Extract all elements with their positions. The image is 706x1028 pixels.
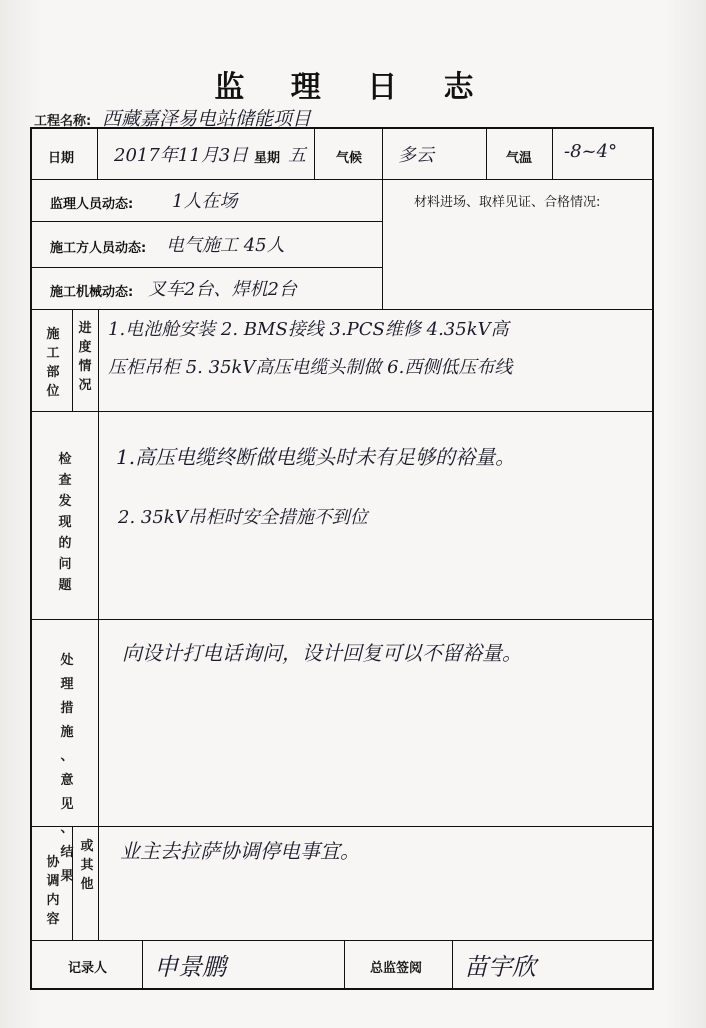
date-label: 日期 xyxy=(48,151,75,166)
rule xyxy=(32,940,652,941)
temperature-value: -8~4° xyxy=(564,141,618,162)
issues-line-2: 2. 35kV吊柜时安全措施不到位 xyxy=(118,507,368,528)
weather-label: 气候 xyxy=(336,151,363,166)
progress-line-1: 1.电池舱安装 2. BMS接线 3.PCS维修 4.35kV高 xyxy=(108,319,509,340)
rule xyxy=(314,129,315,179)
coordination-label: 协 调 内 容 xyxy=(46,855,60,927)
rule xyxy=(32,221,382,222)
materials-label: 材料进场、取样见证、合格情况: xyxy=(414,195,601,210)
weekday-value: 五 xyxy=(288,145,306,166)
log-table xyxy=(30,127,654,990)
rule xyxy=(32,309,652,310)
rule xyxy=(344,940,345,988)
progress-status-label: 进 度 情 况 xyxy=(78,321,92,393)
rule xyxy=(98,309,99,940)
rule xyxy=(32,619,652,620)
contractor-status-label: 施工方人员动态: xyxy=(50,241,147,256)
recorder-label: 记录人 xyxy=(68,961,108,976)
weekday-label: 星期 xyxy=(254,151,281,166)
coordination-other-label: 或 其 他 xyxy=(80,839,94,892)
machinery-status-value: 叉车2台、焊机2台 xyxy=(148,279,297,300)
supervisor-status-value: 1人在场 xyxy=(172,191,238,212)
progress-line-2: 压柜吊柜 5. 35kV高压电缆头制做 6.西侧低压布线 xyxy=(108,357,513,378)
rule xyxy=(32,826,652,827)
supervisor-status-label: 监理人员动态: xyxy=(50,197,134,212)
issues-found-label: 检 查 发 现 的 问 题 xyxy=(58,452,72,593)
recorder-signature: 申景鹏 xyxy=(154,953,226,981)
rule xyxy=(486,129,487,179)
machinery-status-label: 施工机械动态: xyxy=(50,285,134,300)
rule xyxy=(382,129,383,309)
rule xyxy=(32,267,382,268)
measures-line-1: 向设计打电话询问，设计回复可以不留裕量。 xyxy=(122,641,522,665)
coordination-line-1: 业主去拉萨协调停电事宜。 xyxy=(120,839,360,863)
project-name-value: 西藏嘉泽易电站储能项目 xyxy=(102,108,312,130)
weather-value: 多云 xyxy=(398,145,434,166)
contractor-status-value: 电气施工 45人 xyxy=(166,235,285,256)
rule xyxy=(32,411,652,412)
rule xyxy=(552,129,553,179)
temperature-label: 气温 xyxy=(506,151,533,166)
chief-signature: 苗宇欣 xyxy=(464,953,536,981)
issues-line-1: 1.高压电缆终断做电缆头时未有足够的裕量。 xyxy=(116,445,516,469)
rule xyxy=(32,179,652,180)
rule xyxy=(452,940,453,988)
rule xyxy=(142,940,143,988)
rule xyxy=(72,309,73,411)
page-title: 监 理 日 志 xyxy=(214,70,492,105)
chief-review-label: 总监签阅 xyxy=(370,961,423,976)
rule xyxy=(97,129,98,179)
measures-label: 处 理 措 施 、 意 见 、 结 果 xyxy=(60,653,74,884)
date-value: 2017年11月3日 xyxy=(114,145,249,166)
construction-part-label: 施 工 部 位 xyxy=(46,327,60,399)
project-name-label: 工程名称: xyxy=(34,114,92,129)
